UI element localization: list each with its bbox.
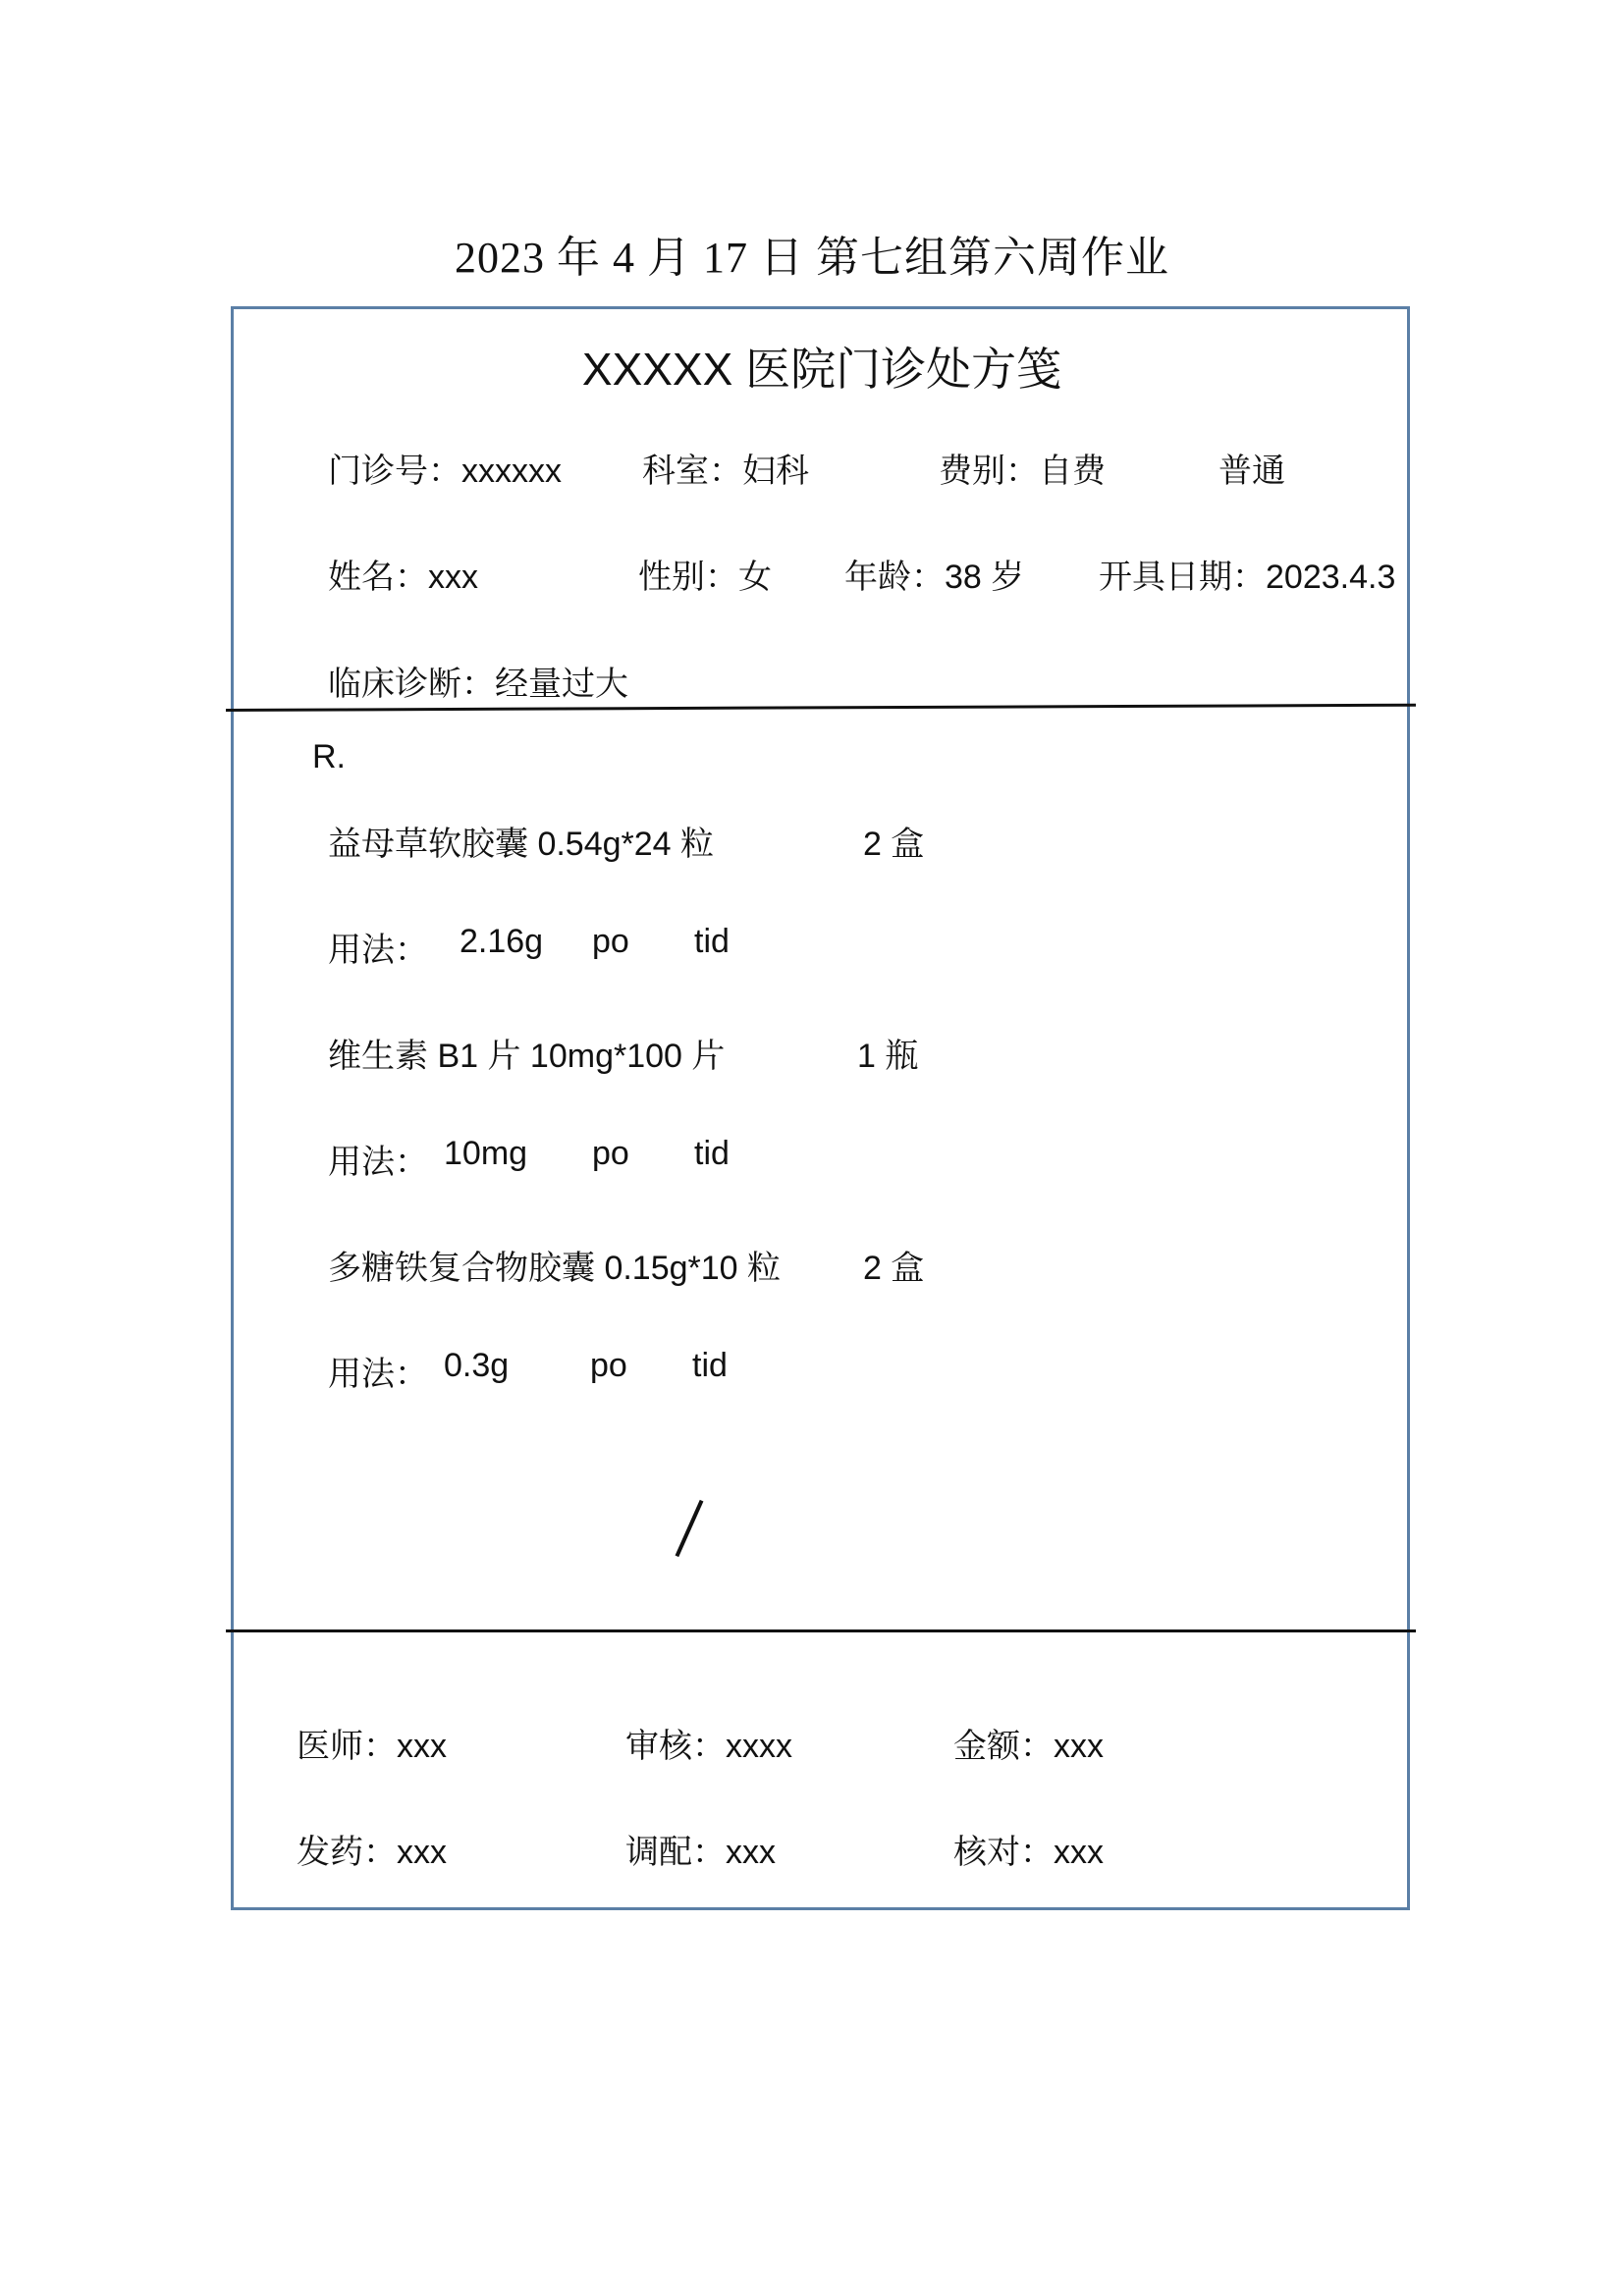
- usage-route: po: [592, 923, 629, 960]
- prescription-title: XXXXX 医院门诊处方笺: [581, 344, 1062, 395]
- usage-label: 用法：: [328, 932, 428, 969]
- fee-type: 费别：自费: [939, 453, 1106, 490]
- amount-field: 金额：xxx: [953, 1728, 1104, 1765]
- dispenser-signature: 发药：xxx: [297, 1834, 447, 1871]
- usage-route: po: [590, 1347, 627, 1384]
- patient-name: 姓名：xxx: [328, 559, 478, 596]
- drug-quantity: 2 盒: [863, 826, 925, 863]
- clinic-number: 门诊号：xxxxxx: [328, 453, 562, 490]
- patient-age: 年龄：38 岁: [844, 559, 1025, 596]
- patient-gender: 性别：女: [638, 559, 772, 596]
- reviewer-signature: 审核：xxxx: [625, 1728, 792, 1765]
- doctor-signature: 医师：xxx: [297, 1728, 447, 1765]
- rx-symbol: R.: [312, 738, 346, 775]
- patient-category: 普通: [1218, 453, 1285, 490]
- drug-name: 维生素 B1 片 10mg*100 片: [328, 1038, 726, 1075]
- drug-quantity: 1 瓶: [857, 1038, 919, 1075]
- usage-dose: 0.3g: [444, 1347, 510, 1384]
- footer-divider: [226, 1629, 1416, 1632]
- drug-name: 多糖铁复合物胶囊 0.15g*10 粒: [328, 1250, 782, 1287]
- usage-frequency: tid: [694, 1135, 730, 1172]
- drug-quantity: 2 盒: [863, 1250, 925, 1287]
- usage-route: po: [592, 1135, 629, 1172]
- usage-frequency: tid: [694, 923, 730, 960]
- preparer-signature: 调配：xxx: [625, 1834, 776, 1871]
- usage-label: 用法：: [328, 1356, 428, 1393]
- page-heading: 2023 年 4 月 17 日 第七组第六周作业: [455, 234, 1169, 282]
- usage-dose: 2.16g: [460, 923, 544, 960]
- issue-date: 开具日期：2023.4.3: [1099, 559, 1396, 596]
- usage-label: 用法：: [328, 1144, 428, 1181]
- prescription-form: [231, 306, 1410, 1910]
- usage-dose: 10mg: [444, 1135, 528, 1172]
- usage-frequency: tid: [692, 1347, 728, 1384]
- drug-name: 益母草软胶囊 0.54g*24 粒: [328, 826, 715, 863]
- checker-signature: 核对：xxx: [953, 1834, 1104, 1871]
- department: 科室：妇科: [642, 453, 809, 490]
- clinical-diagnosis: 临床诊断：经量过大: [328, 666, 628, 703]
